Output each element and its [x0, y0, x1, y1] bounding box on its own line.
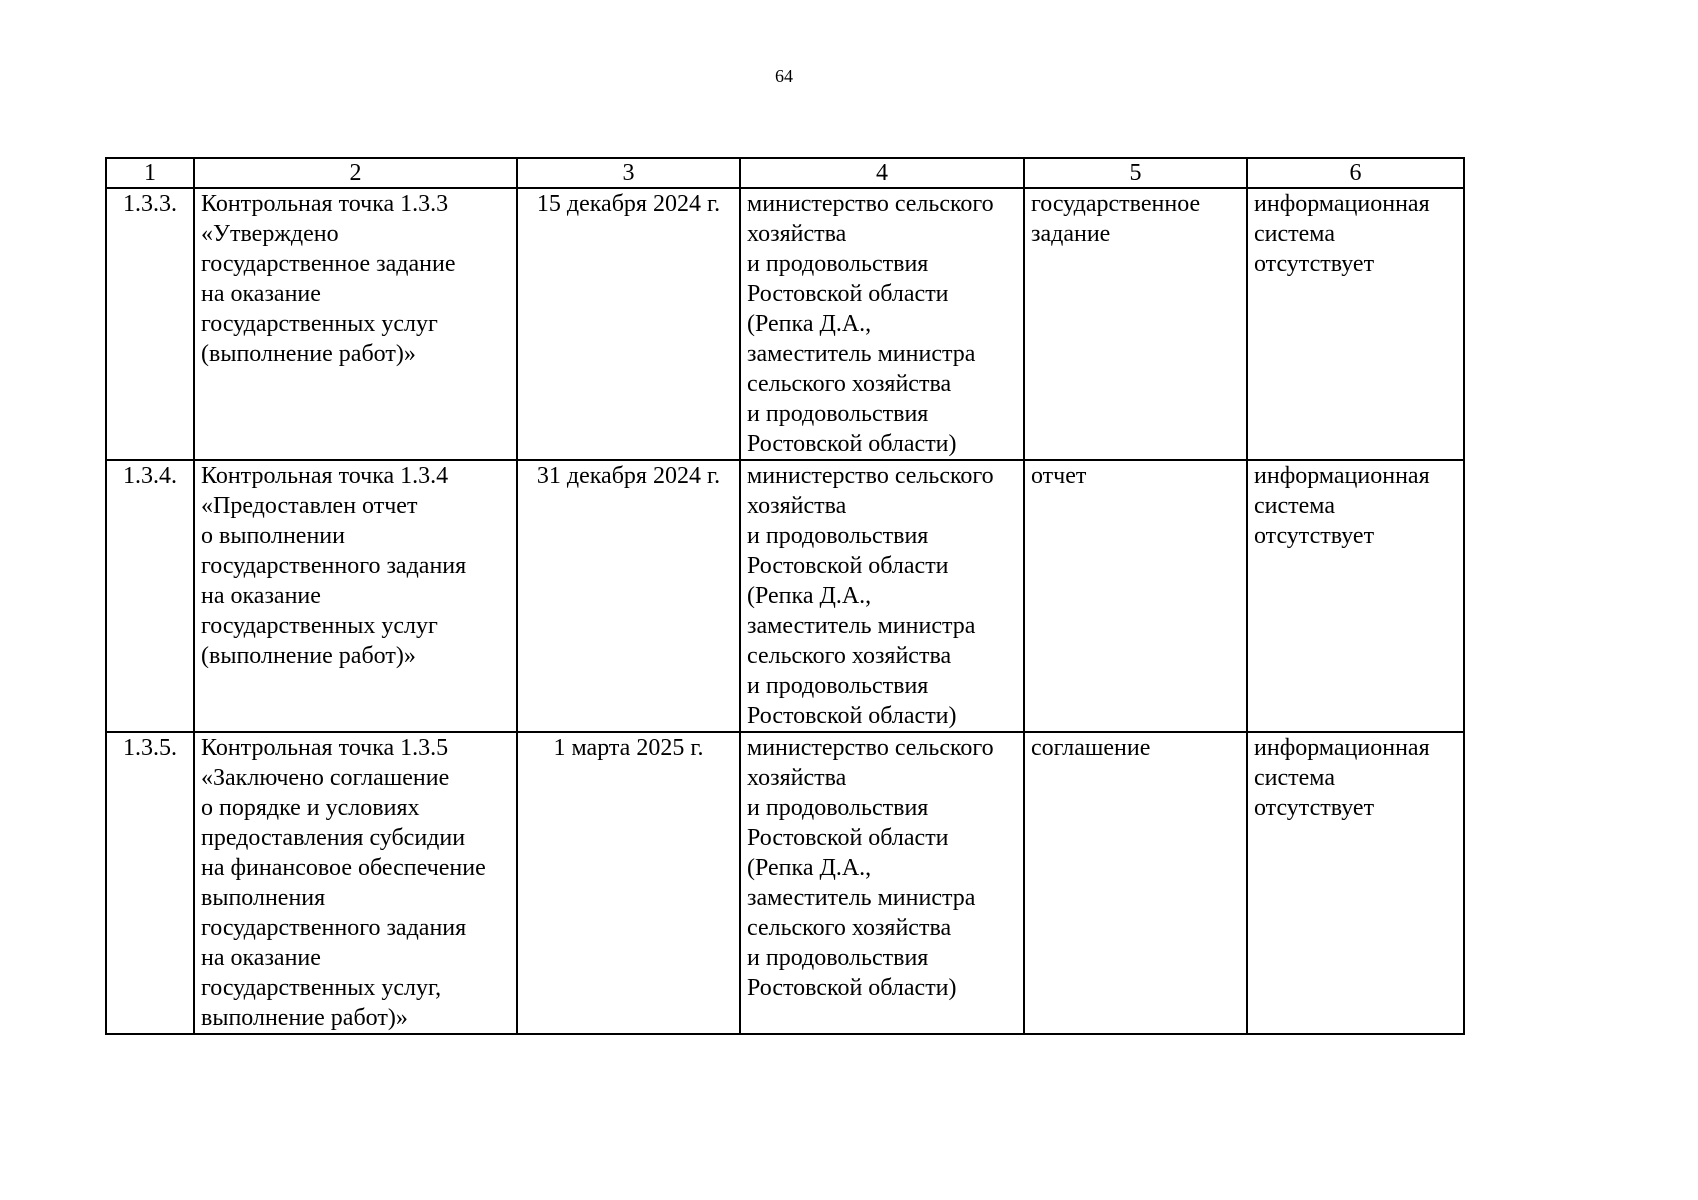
- information-system-line: система: [1254, 221, 1335, 247]
- responsible-line: хозяйства: [747, 765, 847, 791]
- information-system-line: отсутствует: [1254, 795, 1375, 821]
- document-type-cell: [1024, 188, 1247, 460]
- control-point-name-line: государственных услуг: [201, 311, 438, 337]
- column-header-4: 4: [740, 158, 1024, 188]
- responsible-line: (Репка Д.А.,: [747, 311, 872, 337]
- deadline-date-cell: 31 декабря 2024 г.: [517, 460, 740, 732]
- control-point-name-cell: [194, 460, 517, 732]
- responsible-line: и продовольствия: [747, 673, 929, 699]
- responsible-line: хозяйства: [747, 493, 847, 519]
- control-point-name-line: (выполнение работ)»: [201, 341, 416, 367]
- control-point-name-line: «Заключено соглашение: [201, 765, 450, 791]
- responsible-line: Ростовской области: [747, 553, 949, 579]
- page-number: 64: [775, 66, 793, 86]
- column-header-3: 3: [517, 158, 740, 188]
- responsible-line: и продовольствия: [747, 401, 929, 427]
- control-point-name-line: на финансовое обеспечение: [201, 855, 486, 881]
- control-point-name-line: предоставления субсидии: [201, 825, 466, 851]
- document-type-line: государственное: [1031, 191, 1201, 217]
- information-system-cell: [1247, 732, 1464, 1034]
- control-point-name-line: «Утверждено: [201, 221, 339, 247]
- responsible-line: заместитель министра: [747, 885, 976, 911]
- responsible-line: (Репка Д.А.,: [747, 855, 872, 881]
- column-header-5: 5: [1024, 158, 1247, 188]
- deadline-date-cell: 1 марта 2025 г.: [517, 732, 740, 1034]
- information-system-cell: [1247, 460, 1464, 732]
- information-system-line: отсутствует: [1254, 523, 1375, 549]
- responsible-line: Ростовской области: [747, 825, 949, 851]
- information-system-line: информационная: [1254, 191, 1430, 217]
- responsible-line: сельского хозяйства: [747, 643, 952, 669]
- information-system-line: информационная: [1254, 463, 1430, 489]
- control-point-name-line: государственных услуг: [201, 613, 438, 639]
- column-header-1: 1: [106, 158, 194, 188]
- control-point-name-line: Контрольная точка 1.3.5: [201, 735, 449, 761]
- responsible-line: заместитель министра: [747, 613, 976, 639]
- responsible-line: и продовольствия: [747, 251, 929, 277]
- information-system-line: система: [1254, 765, 1335, 791]
- control-point-name-line: Контрольная точка 1.3.4: [201, 463, 449, 489]
- responsible-cell: [740, 188, 1024, 460]
- row-number-cell: 1.3.4.: [106, 460, 194, 732]
- responsible-line: и продовольствия: [747, 795, 929, 821]
- control-point-name-line: на оказание: [201, 945, 321, 971]
- document-type-cell: [1024, 732, 1247, 1034]
- responsible-line: Ростовской области): [747, 703, 957, 729]
- table-row: [106, 732, 1464, 1034]
- responsible-line: заместитель министра: [747, 341, 976, 367]
- responsible-line: министерство сельского: [747, 735, 994, 761]
- document-type-cell: [1024, 460, 1247, 732]
- control-point-name-line: государственного задания: [201, 553, 467, 579]
- control-point-name-line: Контрольная точка 1.3.3: [201, 191, 449, 217]
- control-point-name-line: государственное задание: [201, 251, 456, 277]
- responsible-line: (Репка Д.А.,: [747, 583, 872, 609]
- table-header-row: [106, 158, 1464, 188]
- responsible-line: Ростовской области): [747, 431, 957, 457]
- control-point-name-line: государственных услуг,: [201, 975, 442, 1001]
- information-system-cell: [1247, 188, 1464, 460]
- information-system-line: информационная: [1254, 735, 1430, 761]
- deadline-date-cell: 15 декабря 2024 г.: [517, 188, 740, 460]
- responsible-line: министерство сельского: [747, 191, 994, 217]
- column-header-6: 6: [1247, 158, 1464, 188]
- control-point-name-line: о выполнении: [201, 523, 345, 549]
- control-points-table: [105, 157, 1465, 1035]
- table-row: [106, 460, 1464, 732]
- control-point-name-line: «Предоставлен отчет: [201, 493, 418, 519]
- responsible-line: Ростовской области: [747, 281, 949, 307]
- responsible-line: сельского хозяйства: [747, 915, 952, 941]
- control-point-name-cell: [194, 732, 517, 1034]
- information-system-line: отсутствует: [1254, 251, 1375, 277]
- responsible-line: сельского хозяйства: [747, 371, 952, 397]
- control-point-name-line: выполнение работ)»: [201, 1005, 408, 1031]
- responsible-line: хозяйства: [747, 221, 847, 247]
- document-type-line: соглашение: [1031, 735, 1151, 761]
- row-number-cell: 1.3.3.: [106, 188, 194, 460]
- document-type-line: задание: [1031, 221, 1111, 247]
- document-type-line: отчет: [1031, 463, 1087, 489]
- responsible-cell: [740, 460, 1024, 732]
- responsible-line: министерство сельского: [747, 463, 994, 489]
- responsible-line: Ростовской области): [747, 975, 957, 1001]
- control-point-name-line: на оказание: [201, 281, 321, 307]
- control-point-name-line: выполнения: [201, 885, 326, 911]
- table-row: [106, 188, 1464, 460]
- control-point-name-line: (выполнение работ)»: [201, 643, 416, 669]
- control-point-name-line: на оказание: [201, 583, 321, 609]
- information-system-line: система: [1254, 493, 1335, 519]
- responsible-cell: [740, 732, 1024, 1034]
- responsible-line: и продовольствия: [747, 945, 929, 971]
- column-header-2: 2: [194, 158, 517, 188]
- row-number-cell: 1.3.5.: [106, 732, 194, 1034]
- control-point-name-line: государственного задания: [201, 915, 467, 941]
- responsible-line: и продовольствия: [747, 523, 929, 549]
- control-point-name-line: о порядке и условиях: [201, 795, 420, 821]
- control-point-name-cell: [194, 188, 517, 460]
